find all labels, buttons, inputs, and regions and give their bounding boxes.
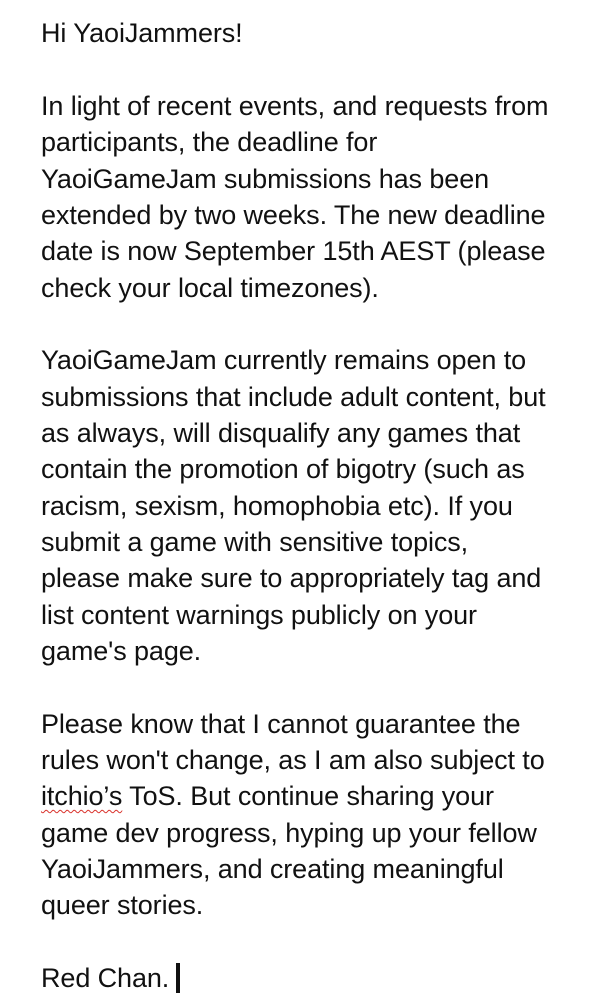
paragraph-1-line: participants, the deadline for xyxy=(41,127,378,157)
paragraph-3-line: game dev progress, hyping up your fellow xyxy=(41,818,537,848)
paragraph-2-line: YaoiGameJam currently remains open to xyxy=(41,345,527,375)
paragraph-2-line: submit a game with sensitive topics, xyxy=(41,527,469,557)
paragraph-2-line: submissions that include adult content, but xyxy=(41,382,546,412)
paragraph-3-line: rules won't change, as I am also subject to xyxy=(41,745,545,775)
greeting-text: Hi YaoiJammers! xyxy=(41,18,243,48)
paragraph-1-line: check your local timezones). xyxy=(41,273,379,303)
paragraph-2-line: list content warnings publicly on your xyxy=(41,600,477,630)
paragraph-3-line-rest: ToS. But continue sharing your xyxy=(122,781,494,811)
paragraph-3-line: Please know that I cannot guarantee the xyxy=(41,709,521,739)
paragraph-1-line: date is now September 15th AEST (please xyxy=(41,236,546,266)
paragraph-2-line: game's page. xyxy=(41,636,202,666)
signature-text: Red Chan. xyxy=(41,963,170,993)
paragraph-2-line: contain the promotion of bigotry (such as xyxy=(41,454,525,484)
paragraph-2-line: as always, will disqualify any games that xyxy=(41,418,521,448)
paragraph-1-line: YaoiGameJam submissions has been xyxy=(41,164,490,194)
paragraph-3-line xyxy=(41,778,494,814)
signature-line xyxy=(41,960,180,996)
paragraph-2-line: racism, sexism, homophobia etc). If you xyxy=(41,491,513,521)
paragraph-3-line: YaoiJammers, and creating meaningful xyxy=(41,854,504,884)
paragraph-1-line: extended by two weeks. The new deadline xyxy=(41,200,546,230)
paragraph-1-line: In light of recent events, and requests from xyxy=(41,91,549,121)
spellcheck-flagged-word[interactable]: itchio’s xyxy=(41,781,123,811)
text-cursor xyxy=(176,963,180,993)
paragraph-2-line: please make sure to appropriately tag and xyxy=(41,563,542,593)
paragraph-3-line: queer stories. xyxy=(41,890,204,920)
